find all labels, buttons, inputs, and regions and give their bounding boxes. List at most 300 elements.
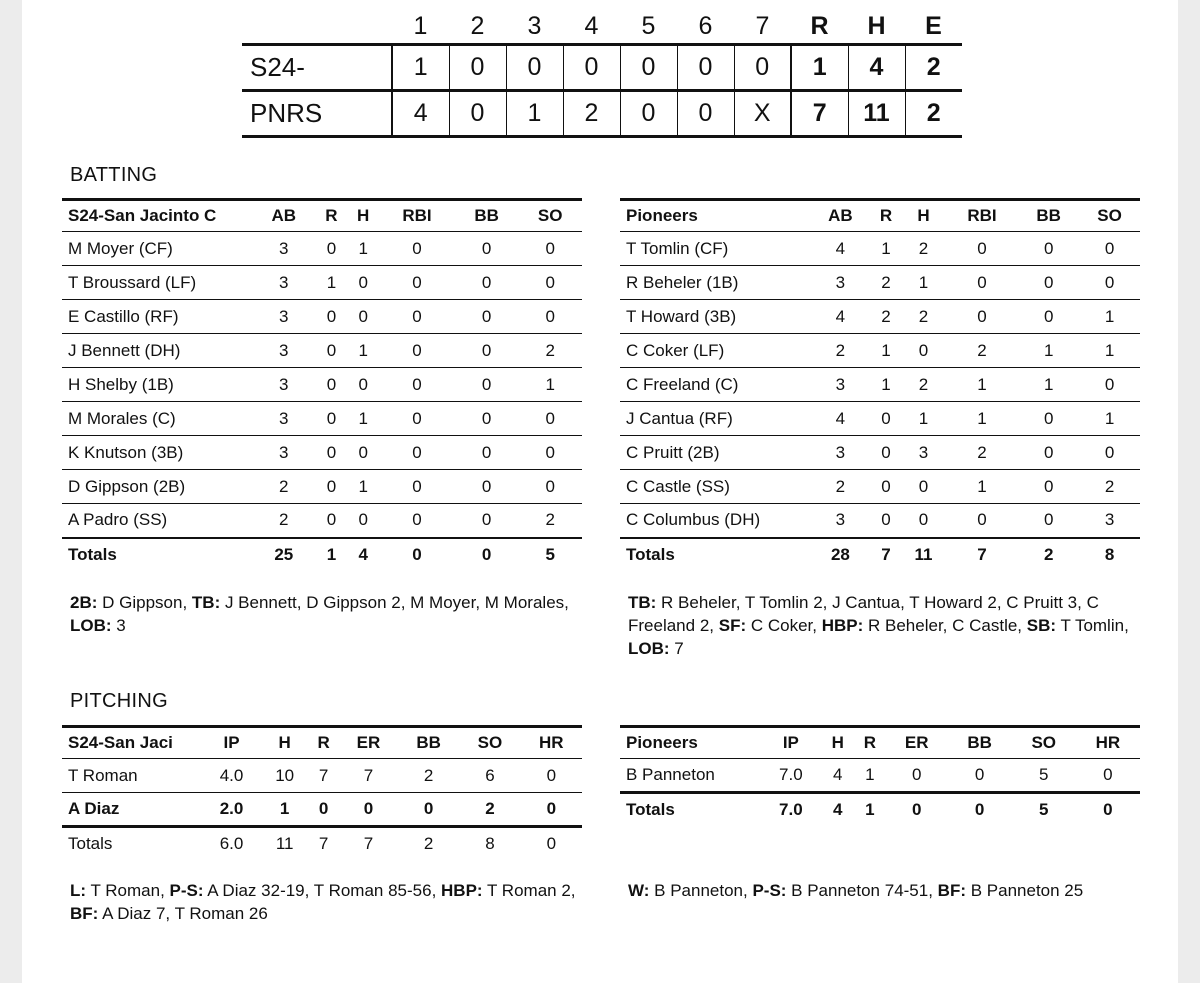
player-name: R Beheler (1B) bbox=[620, 266, 810, 300]
total-value: 2 bbox=[398, 827, 459, 861]
stat-value: 3 bbox=[252, 232, 316, 266]
player-row bbox=[620, 334, 1140, 368]
stat-value: 5 bbox=[1012, 759, 1076, 793]
note-label: L: bbox=[70, 881, 87, 900]
stat-header bbox=[62, 200, 582, 232]
player-row bbox=[62, 759, 582, 793]
total-value: 7 bbox=[339, 827, 398, 861]
total-value: 5 bbox=[518, 538, 582, 572]
note-text: 7 bbox=[669, 639, 684, 658]
stat-value: 1 bbox=[854, 759, 886, 793]
stat-header-row bbox=[62, 200, 582, 232]
player-name: C Castle (SS) bbox=[620, 470, 810, 504]
inning-score: 0 bbox=[734, 44, 791, 90]
inning-score: 0 bbox=[620, 90, 677, 136]
line-score-row-away bbox=[242, 44, 962, 90]
stat-value: 0 bbox=[316, 368, 348, 402]
stat-value: 0 bbox=[946, 232, 1019, 266]
column-header: R bbox=[871, 200, 901, 232]
stat-value: 0 bbox=[1018, 436, 1079, 470]
column-header: R bbox=[316, 200, 348, 232]
column-header: R bbox=[854, 727, 886, 759]
stat-header-row bbox=[62, 727, 582, 759]
inning-score: 0 bbox=[620, 44, 677, 90]
stat-value: 0 bbox=[1079, 436, 1140, 470]
total-value: 0 bbox=[379, 538, 455, 572]
stat-body bbox=[620, 232, 1140, 572]
stat-body bbox=[62, 232, 582, 572]
player-row bbox=[620, 470, 1140, 504]
stat-value: 1 bbox=[347, 334, 379, 368]
stat-body bbox=[620, 759, 1140, 827]
player-name: M Morales (C) bbox=[62, 402, 252, 436]
stat-header bbox=[62, 727, 582, 759]
stat-value: 2.0 bbox=[202, 793, 261, 827]
stat-value: 0 bbox=[1018, 402, 1079, 436]
note-text: J Bennett, D Gippson 2, M Moyer, M Morales, bbox=[220, 593, 569, 612]
stat-value: 2 bbox=[459, 793, 520, 827]
total-errors: 2 bbox=[905, 44, 962, 90]
column-header: R bbox=[308, 727, 339, 759]
stat-value: 3 bbox=[252, 436, 316, 470]
player-row bbox=[62, 470, 582, 504]
stat-value: 0 bbox=[347, 504, 379, 538]
total-value: 4 bbox=[347, 538, 379, 572]
stat-value: 0 bbox=[347, 436, 379, 470]
stat-value: 0 bbox=[379, 266, 455, 300]
stat-value: 0 bbox=[1079, 266, 1140, 300]
total-value: 8 bbox=[459, 827, 520, 861]
note-text: R Beheler, T Tomlin 2, J Cantua, T Howard 2, C Pruitt 3, C Freeland 2, bbox=[628, 593, 1099, 635]
note-text: A Diaz 32-19, T Roman 85-56, bbox=[203, 881, 442, 900]
stat-value: 0 bbox=[455, 470, 519, 504]
player-row bbox=[62, 402, 582, 436]
inning-score: 2 bbox=[563, 90, 620, 136]
player-name: J Cantua (RF) bbox=[620, 402, 810, 436]
stat-value: 3 bbox=[810, 436, 871, 470]
player-row bbox=[62, 300, 582, 334]
stat-value: 0 bbox=[455, 402, 519, 436]
note-text: B Panneton 74-51, bbox=[786, 881, 938, 900]
stat-value: 4.0 bbox=[202, 759, 261, 793]
stat-header-row bbox=[620, 727, 1140, 759]
pitching-notes-away bbox=[70, 879, 590, 925]
stat-value: 0 bbox=[379, 402, 455, 436]
player-row bbox=[620, 436, 1140, 470]
note-label: W: bbox=[628, 881, 650, 900]
player-row bbox=[620, 402, 1140, 436]
player-name: C Pruitt (2B) bbox=[620, 436, 810, 470]
stat-value: 2 bbox=[398, 759, 459, 793]
stat-value: 2 bbox=[518, 504, 582, 538]
stat-value: 1 bbox=[1018, 334, 1079, 368]
stat-value: 3 bbox=[252, 368, 316, 402]
player-row bbox=[620, 368, 1140, 402]
stat-value: 1 bbox=[901, 266, 946, 300]
stat-value: 0 bbox=[316, 436, 348, 470]
box-score-page bbox=[22, 0, 1178, 983]
note-label: 2B: bbox=[70, 593, 98, 612]
note-text: B Panneton, bbox=[649, 881, 753, 900]
player-name: A Padro (SS) bbox=[62, 504, 252, 538]
stat-value: 3 bbox=[252, 266, 316, 300]
stat-value: 0 bbox=[379, 436, 455, 470]
runs-header: R bbox=[810, 11, 829, 40]
player-name: D Gippson (2B) bbox=[62, 470, 252, 504]
line-score-row-home bbox=[242, 90, 962, 136]
note-label: TB: bbox=[191, 593, 221, 612]
total-value: 25 bbox=[252, 538, 316, 572]
stat-value: 0 bbox=[455, 266, 519, 300]
stat-value: 1 bbox=[871, 232, 901, 266]
player-name: E Castillo (RF) bbox=[62, 300, 252, 334]
player-name: T Tomlin (CF) bbox=[620, 232, 810, 266]
stat-value: 0 bbox=[316, 334, 348, 368]
stat-value: 0 bbox=[347, 368, 379, 402]
column-header: RBI bbox=[379, 200, 455, 232]
stat-value: 3 bbox=[810, 266, 871, 300]
player-row bbox=[62, 334, 582, 368]
player-row bbox=[62, 266, 582, 300]
total-hits: 11 bbox=[848, 90, 905, 136]
column-header: HR bbox=[1076, 727, 1140, 759]
inning-header: 3 bbox=[527, 11, 542, 40]
totals-label: Totals bbox=[62, 827, 202, 861]
column-header: H bbox=[261, 727, 308, 759]
total-value: 5 bbox=[1012, 793, 1076, 827]
inning-score: 0 bbox=[449, 90, 506, 136]
total-value: 1 bbox=[854, 793, 886, 827]
player-row bbox=[62, 368, 582, 402]
note-label: P-S: bbox=[752, 881, 787, 900]
stat-value: 0 bbox=[316, 470, 348, 504]
total-value: 0 bbox=[948, 793, 1012, 827]
note-text: B Panneton 25 bbox=[966, 881, 1084, 900]
stat-value: 3 bbox=[810, 368, 871, 402]
column-header: BB bbox=[455, 200, 519, 232]
stat-value: 0 bbox=[339, 793, 398, 827]
totals-label: Totals bbox=[62, 538, 252, 572]
player-name: T Roman bbox=[62, 759, 202, 793]
column-header: AB bbox=[252, 200, 316, 232]
stat-value: 1 bbox=[1079, 334, 1140, 368]
stat-value: 0 bbox=[871, 402, 901, 436]
note-label: BF: bbox=[937, 881, 966, 900]
stat-value: 0 bbox=[1018, 504, 1079, 538]
stat-value: 0 bbox=[1018, 470, 1079, 504]
total-value: 28 bbox=[810, 538, 871, 572]
player-row bbox=[62, 793, 582, 827]
stat-value: 0 bbox=[521, 759, 582, 793]
stat-value: 0 bbox=[1076, 759, 1140, 793]
pitching-section-title: PITCHING bbox=[70, 690, 168, 712]
note-label: LOB: bbox=[628, 639, 670, 658]
stat-value: 1 bbox=[1018, 368, 1079, 402]
column-header: AB bbox=[810, 200, 871, 232]
totals-row bbox=[620, 538, 1140, 572]
stat-value: 0 bbox=[518, 266, 582, 300]
player-name: B Panneton bbox=[620, 759, 760, 793]
team-abbr: PNRS bbox=[242, 90, 392, 136]
stat-value: 0 bbox=[379, 368, 455, 402]
column-header: ER bbox=[339, 727, 398, 759]
stat-value: 1 bbox=[261, 793, 308, 827]
player-name: J Bennett (DH) bbox=[62, 334, 252, 368]
total-value: 7 bbox=[946, 538, 1019, 572]
stat-value: 1 bbox=[316, 266, 348, 300]
stat-value: 3 bbox=[810, 504, 871, 538]
player-name: M Moyer (CF) bbox=[62, 232, 252, 266]
totals-label: Totals bbox=[620, 793, 760, 827]
total-value: 2 bbox=[1018, 538, 1079, 572]
stat-value: 2 bbox=[518, 334, 582, 368]
line-score-header bbox=[242, 10, 962, 44]
stat-value: 0 bbox=[871, 504, 901, 538]
total-value: 0 bbox=[886, 793, 948, 827]
stat-value: 0 bbox=[871, 436, 901, 470]
column-header: HR bbox=[521, 727, 582, 759]
column-header: SO bbox=[1012, 727, 1076, 759]
column-header: ER bbox=[886, 727, 948, 759]
stat-value: 3 bbox=[252, 334, 316, 368]
stat-value: 0 bbox=[379, 232, 455, 266]
stat-value: 0 bbox=[308, 793, 339, 827]
stat-value: 0 bbox=[518, 436, 582, 470]
stat-value: 0 bbox=[379, 334, 455, 368]
stat-value: 1 bbox=[946, 368, 1019, 402]
player-name: C Columbus (DH) bbox=[620, 504, 810, 538]
stat-value: 0 bbox=[455, 300, 519, 334]
note-text: 3 bbox=[111, 616, 126, 635]
stat-value: 0 bbox=[398, 793, 459, 827]
player-name: A Diaz bbox=[62, 793, 202, 827]
errors-header: E bbox=[925, 11, 942, 40]
inning-header: 5 bbox=[641, 11, 656, 40]
stat-value: 0 bbox=[946, 300, 1019, 334]
stat-value: 0 bbox=[518, 402, 582, 436]
note-label: HBP: bbox=[441, 881, 483, 900]
column-header: BB bbox=[1018, 200, 1079, 232]
stat-value: 0 bbox=[455, 334, 519, 368]
stat-header-row bbox=[620, 200, 1140, 232]
line-score-table bbox=[242, 10, 962, 138]
player-row bbox=[62, 504, 582, 538]
stat-value: 2 bbox=[1079, 470, 1140, 504]
column-header: SO bbox=[1079, 200, 1140, 232]
stat-value: 0 bbox=[901, 334, 946, 368]
stat-value: 0 bbox=[1018, 266, 1079, 300]
stat-value: 1 bbox=[1079, 300, 1140, 334]
stat-value: 2 bbox=[946, 334, 1019, 368]
stat-value: 2 bbox=[871, 266, 901, 300]
stat-value: 3 bbox=[252, 402, 316, 436]
stat-value: 3 bbox=[901, 436, 946, 470]
stat-value: 2 bbox=[901, 368, 946, 402]
stat-value: 4 bbox=[822, 759, 854, 793]
team-name-header: S24-San Jaci bbox=[62, 727, 202, 759]
totals-row bbox=[62, 538, 582, 572]
column-header: IP bbox=[202, 727, 261, 759]
total-runs: 7 bbox=[791, 90, 848, 136]
note-text: T Tomlin, bbox=[1056, 616, 1129, 635]
stat-value: 0 bbox=[316, 232, 348, 266]
note-label: HBP: bbox=[821, 616, 864, 635]
column-header: H bbox=[822, 727, 854, 759]
batting-table-away bbox=[62, 198, 582, 572]
stat-value: 2 bbox=[901, 232, 946, 266]
stat-value: 7 bbox=[339, 759, 398, 793]
stat-value: 1 bbox=[518, 368, 582, 402]
inning-header: 4 bbox=[584, 11, 599, 40]
stat-value: 0 bbox=[379, 470, 455, 504]
total-hits: 4 bbox=[848, 44, 905, 90]
inning-score: X bbox=[734, 90, 791, 136]
stat-value: 2 bbox=[810, 334, 871, 368]
line-score-corner bbox=[242, 10, 392, 44]
totals-row bbox=[620, 793, 1140, 827]
total-value: 0 bbox=[521, 827, 582, 861]
stat-value: 0 bbox=[886, 759, 948, 793]
team-name-header: S24-San Jacinto C bbox=[62, 200, 252, 232]
totals-label: Totals bbox=[620, 538, 810, 572]
note-text: R Beheler, C Castle, bbox=[863, 616, 1027, 635]
stat-value: 0 bbox=[455, 436, 519, 470]
player-row bbox=[620, 232, 1140, 266]
inning-score: 1 bbox=[506, 90, 563, 136]
team-name-header: Pioneers bbox=[620, 200, 810, 232]
total-value: 6.0 bbox=[202, 827, 261, 861]
note-text: T Roman 2, bbox=[482, 881, 576, 900]
total-value: 11 bbox=[901, 538, 946, 572]
totals-row bbox=[62, 827, 582, 861]
note-label: P-S: bbox=[169, 881, 204, 900]
player-name: C Freeland (C) bbox=[620, 368, 810, 402]
stat-value: 1 bbox=[347, 402, 379, 436]
stat-value: 0 bbox=[946, 266, 1019, 300]
stat-value: 0 bbox=[347, 300, 379, 334]
stat-value: 1 bbox=[946, 402, 1019, 436]
stat-value: 0 bbox=[379, 300, 455, 334]
stat-value: 0 bbox=[901, 470, 946, 504]
stat-value: 0 bbox=[946, 504, 1019, 538]
stat-value: 0 bbox=[379, 504, 455, 538]
stat-value: 0 bbox=[316, 300, 348, 334]
player-row bbox=[62, 232, 582, 266]
column-header: SO bbox=[518, 200, 582, 232]
total-value: 8 bbox=[1079, 538, 1140, 572]
column-header: IP bbox=[760, 727, 822, 759]
total-value: 11 bbox=[261, 827, 308, 861]
stat-value: 0 bbox=[521, 793, 582, 827]
stat-value: 6 bbox=[459, 759, 520, 793]
total-value: 0 bbox=[1076, 793, 1140, 827]
stat-value: 1 bbox=[347, 470, 379, 504]
stat-value: 7 bbox=[308, 759, 339, 793]
inning-header: 2 bbox=[470, 11, 485, 40]
stat-body bbox=[62, 759, 582, 861]
stat-value: 0 bbox=[1079, 368, 1140, 402]
stat-value: 1 bbox=[871, 334, 901, 368]
stat-value: 0 bbox=[316, 504, 348, 538]
note-text: C Coker, bbox=[746, 616, 822, 635]
stat-value: 1 bbox=[901, 402, 946, 436]
inning-score: 0 bbox=[506, 44, 563, 90]
note-label: LOB: bbox=[70, 616, 112, 635]
stat-value: 0 bbox=[518, 300, 582, 334]
stat-value: 0 bbox=[455, 232, 519, 266]
note-text: D Gippson, bbox=[97, 593, 192, 612]
note-label: SB: bbox=[1026, 616, 1057, 635]
player-name: K Knutson (3B) bbox=[62, 436, 252, 470]
inning-score: 4 bbox=[392, 90, 449, 136]
player-row bbox=[62, 436, 582, 470]
inning-header: 7 bbox=[755, 11, 770, 40]
stat-value: 1 bbox=[347, 232, 379, 266]
column-header: BB bbox=[398, 727, 459, 759]
player-name: T Howard (3B) bbox=[620, 300, 810, 334]
note-label: TB: bbox=[628, 593, 657, 612]
stat-value: 4 bbox=[810, 402, 871, 436]
pitching-table-away bbox=[62, 725, 582, 861]
total-runs: 1 bbox=[791, 44, 848, 90]
stat-value: 0 bbox=[1079, 232, 1140, 266]
inning-header: 1 bbox=[413, 11, 428, 40]
stat-value: 1 bbox=[946, 470, 1019, 504]
inning-score: 0 bbox=[677, 44, 734, 90]
note-text: A Diaz 7, T Roman 26 bbox=[98, 904, 268, 923]
stat-value: 0 bbox=[518, 470, 582, 504]
total-value: 4 bbox=[822, 793, 854, 827]
batting-table-home bbox=[620, 198, 1140, 572]
batting-notes-away bbox=[70, 591, 590, 637]
total-value: 1 bbox=[316, 538, 348, 572]
player-row bbox=[620, 504, 1140, 538]
column-header: RBI bbox=[946, 200, 1019, 232]
total-errors: 2 bbox=[905, 90, 962, 136]
stat-value: 0 bbox=[948, 759, 1012, 793]
stat-value: 2 bbox=[946, 436, 1019, 470]
inning-score: 0 bbox=[563, 44, 620, 90]
stat-value: 1 bbox=[1079, 402, 1140, 436]
column-header: BB bbox=[948, 727, 1012, 759]
stat-value: 7.0 bbox=[760, 759, 822, 793]
stat-value: 0 bbox=[455, 504, 519, 538]
stat-value: 0 bbox=[455, 368, 519, 402]
inning-header: 6 bbox=[698, 11, 713, 40]
team-abbr: S24- bbox=[242, 44, 392, 90]
total-value: 7.0 bbox=[760, 793, 822, 827]
player-row bbox=[620, 266, 1140, 300]
stat-value: 4 bbox=[810, 300, 871, 334]
total-value: 7 bbox=[308, 827, 339, 861]
stat-value: 2 bbox=[252, 504, 316, 538]
stat-value: 2 bbox=[901, 300, 946, 334]
column-header: SO bbox=[459, 727, 520, 759]
team-name-header: Pioneers bbox=[620, 727, 760, 759]
player-name: T Broussard (LF) bbox=[62, 266, 252, 300]
stat-value: 0 bbox=[871, 470, 901, 504]
stat-value: 0 bbox=[316, 402, 348, 436]
note-text: T Roman, bbox=[86, 881, 170, 900]
stat-value: 0 bbox=[1018, 300, 1079, 334]
stat-value: 3 bbox=[1079, 504, 1140, 538]
inning-score: 0 bbox=[449, 44, 506, 90]
stat-value: 3 bbox=[252, 300, 316, 334]
stat-value: 2 bbox=[871, 300, 901, 334]
stat-value: 1 bbox=[871, 368, 901, 402]
pitching-notes-home bbox=[628, 879, 1148, 902]
stat-value: 0 bbox=[1018, 232, 1079, 266]
